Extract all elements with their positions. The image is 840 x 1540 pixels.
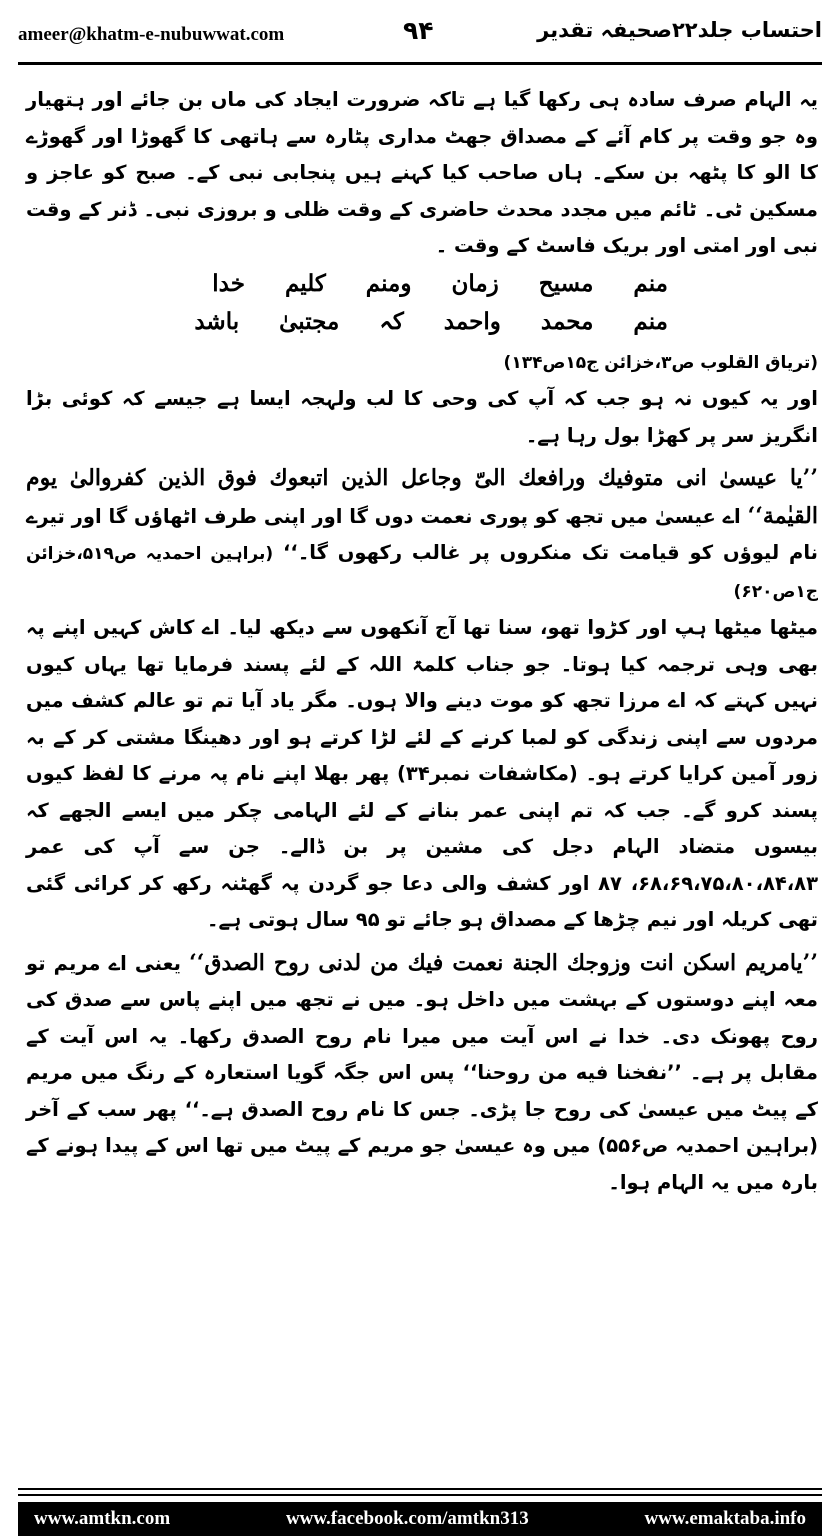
page-header: [18, 14, 822, 54]
couplet-word: محمد: [540, 307, 594, 335]
quote-translation-2: یعنی اے مریم تو معہ اپنے دوستوں کے بہشت میں داخل ہو۔ میں نے تجھ میں اپنے پاس سے صدق کی روح پھونک دی۔ خدا نے اس آیت میں میرا نام روح الصدق رکھا۔ یہ اس آیت کے مقابل پر ہے۔ ’’نفخنا فیه من روحنا‘‘ پس اس جگہ گویا استعارہ کے رنگ میں مریم کے پیٹ میں عیسیٰ کی روح جا پڑی۔ جس کا نام روح الصدق ہے۔‘‘ پھر سب کے آخر (براہین احمدیہ ص۵۵۶) میں وہ عیسیٰ جو مریم کے پیٹ میں تھا اس کے پیدا ہونے کے بارہ میں یہ الہام ہوا۔: [26, 951, 818, 1194]
footer-links-bar: [18, 1502, 822, 1536]
couplet-word: باشد: [194, 307, 240, 335]
couplet-word: کہ: [379, 307, 404, 335]
quran-quote-1: ’’یا عیسیٰ انی متوفیك ورافعك الیّ وجاعل الذین اتبعوك فوق الذین كفروالیٰ یوم القیٰمة‘‘: [26, 465, 818, 529]
couplet-word: مجتبیٰ: [279, 307, 340, 335]
paragraph-1: یہ الہام صرف سادہ ہی رکھا گیا ہے تاکہ ضرورت ایجاد کی ماں بن جائے اور ہتھیار وہ جو وقت پر کام آئے کے مصداق جھٹ مداری پٹارہ سے ہاتھی کا گھوڑا اور گھوڑے کا الو کا پٹھہ بن سکے۔ ہاں صاحب کیا کہنے ہیں پنجابی نبی کے۔ صبح کو عاجز و مسکین ٹی۔ ٹائم میں مجدد محدث حاضری کے وقت ظلی و بروزی نبی۔ ڈنر کے وقت نبی اور امتی اور بریک فاسٹ کے وقت ۔: [26, 88, 818, 257]
page-number: ۹۴: [403, 16, 434, 45]
book-title: احتساب جلد۲۲صحیفہ تقدیر: [537, 18, 822, 42]
footer-link-emaktaba[interactable]: www.emaktaba.info: [644, 1508, 806, 1529]
couplet-word: منم: [633, 307, 668, 335]
paragraph-4: میٹھا میٹھا ہپ اور کڑوا تھو، سنا تھا آج آنکھوں سے دیکھ لیا۔ اے کاش کہیں اپنے پہ بھی وہی ترجمہ کیا ہوتا۔ جو جناب کلمۃ اللہ کے لئے پسند فرمایا تھا یہاں کیوں نہیں کہتے کہ اے مرزا تجھ کو موت دینے والا ہوں۔ مگر یاد آیا تم تو عالم کشف میں مردوں سے اپنی زندگی کو لمبا کرنے کے لئے لڑا کرتے ہو اور دھینگا مشتی کر کے بہ زور آمین کرایا کرتے ہو۔ (مکاشفات نمبر۳۴) پھر بھلا اپنے نام پہ مرنے کا لفظ کیوں پسند کرو گے۔ جب کہ تم اپنی عمر بنانے کے لئے الہامی چکر میں ایسے الجھے کہ بیسوں متضاد الہام دجل کی مشین پر بن ڈالے۔ جن سے آپ کی عمر ۶۸،۶۹،۷۵،۸۰،۸۴،۸۳، ۸۷ اور کشف والی دعا جو گردن پہ گھٹنہ رکھ کر کرائی گئی تھی کریلہ اور نیم چڑھا کے مصداق ہو جائے تو ۹۵ سال ہوتی ہے۔: [26, 616, 818, 931]
footer-link-amtkn[interactable]: www.amtkn.com: [34, 1508, 171, 1529]
footer-divider: [18, 1488, 822, 1490]
header-email: ameer@khatm-e-nubuwwat.com: [18, 24, 285, 45]
couplet-word: ومنم: [365, 269, 412, 297]
reference-tiryaq: (تریاق القلوب ص۳،خزائن ج۱۵ص۱۳۴): [503, 352, 818, 373]
couplet-line-1: [26, 265, 668, 303]
couplet-word: خدا: [212, 269, 245, 297]
couplet-word: کلیم: [284, 269, 326, 297]
reference-barahin-1: (براہین احمدیہ ص۵۱۹،خزائن ج۱ص۶۲۰): [26, 544, 818, 602]
quote-translation-1: اے عیسیٰ میں تجھ کو پوری نعمت دوں گا اور اپنی طرف اٹھاؤں گا اور تیرے نام لیوؤں کو قیامت تک منکروں پر غالب رکھوں گا۔‘‘: [26, 504, 818, 564]
couplet-word: زمان: [451, 269, 499, 297]
header-divider: [18, 62, 822, 65]
footer-link-facebook[interactable]: www.facebook.com/amtkn313: [285, 1508, 529, 1529]
couplet-word: مسیح: [538, 269, 594, 297]
quran-quote-2: ’’یامریم اسكن انت وزوجك الجنة نعمت فیك من لدنی روح الصدق‘‘: [189, 949, 818, 976]
couplet-word: منم: [633, 269, 668, 297]
page-body: [26, 82, 818, 1201]
persian-couplet: [26, 265, 818, 341]
paragraph-2: اور یہ کیوں نہ ہو جب کہ آپ کی وحی کا لب ولہجہ ایسا ہے جیسے کہ کوئی بڑا انگریز سر پر کھڑا بول رہا ہے۔: [26, 387, 818, 447]
footer-divider: [18, 1494, 822, 1496]
couplet-line-2: [26, 303, 668, 341]
paragraph-5: [26, 945, 818, 1202]
couplet-word: واحمد: [443, 307, 501, 335]
paragraph-3: [26, 460, 818, 610]
